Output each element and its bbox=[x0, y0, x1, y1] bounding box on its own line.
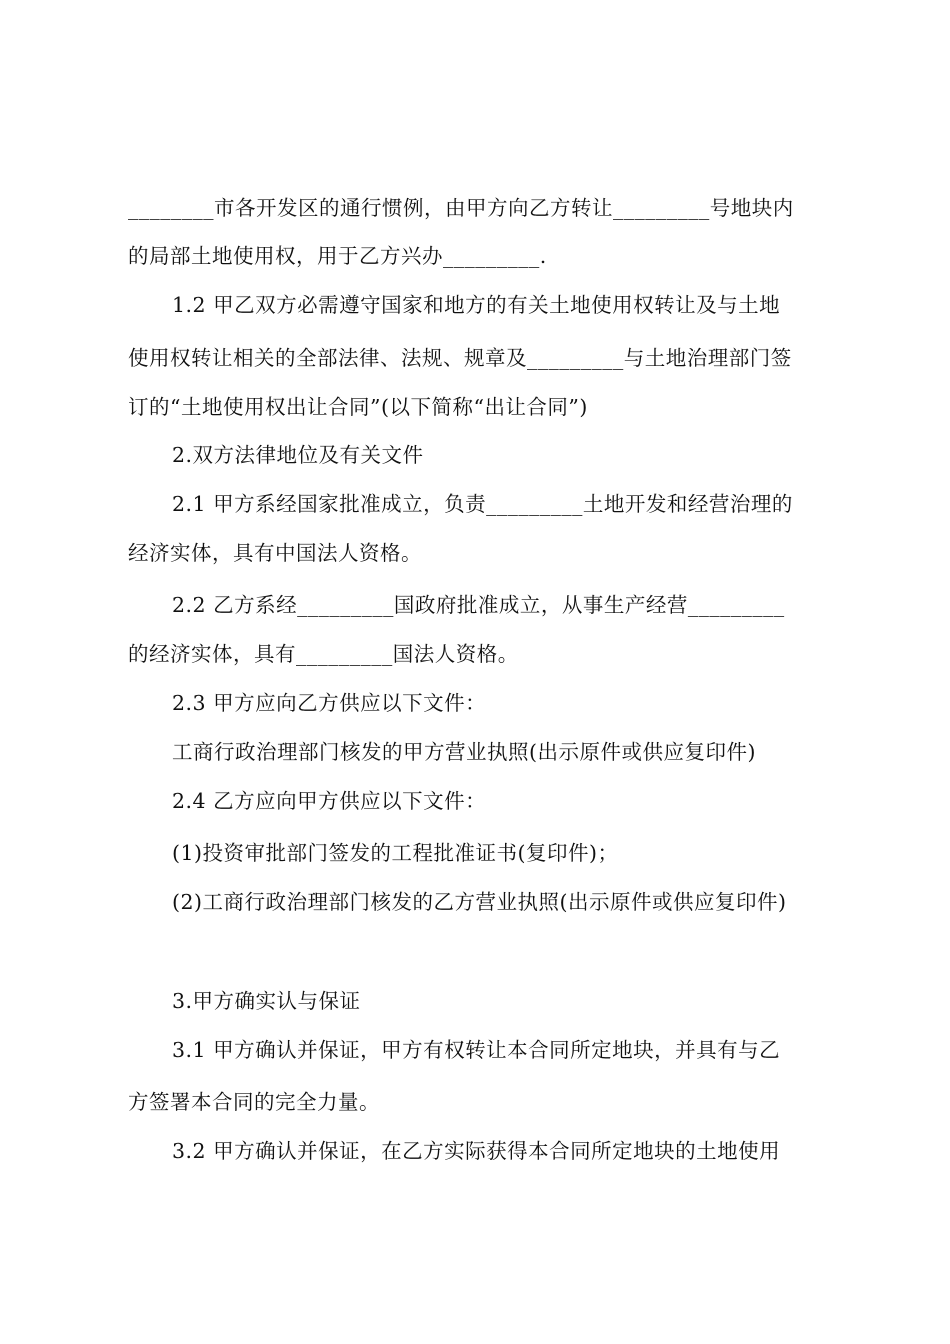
section-heading-3: 3.甲方确实认与保证 bbox=[172, 989, 361, 1013]
text-line-17: 3.1 甲方确认并保证，甲方有权转让本合同所定地块，并具有与乙 bbox=[172, 1038, 781, 1062]
text-line-10: 的经济实体，具有_________国法人资格。 bbox=[128, 642, 519, 666]
text-line-2: 的局部土地使用权，用于乙方兴办_________. bbox=[128, 244, 547, 268]
text-line-7: 2.1 甲方系经国家批准成立，负责_________土地开发和经营治理的 bbox=[172, 492, 793, 516]
text-line-19: 3.2 甲方确认并保证，在乙方实际获得本合同所定地块的土地使用 bbox=[172, 1139, 781, 1163]
text-line-5: 订的“土地使用权出让合同”(以下简称“出让合同”) bbox=[128, 395, 588, 419]
section-heading-2: 2.双方法律地位及有关文件 bbox=[172, 443, 424, 467]
text-line-13: 2.4 乙方应向甲方供应以下文件： bbox=[172, 789, 487, 813]
text-line-11: 2.3 甲方应向乙方供应以下文件： bbox=[172, 691, 487, 715]
text-line-14: (1)投资审批部门签发的工程批准证书(复印件)； bbox=[172, 841, 619, 865]
text-line-4: 使用权转让相关的全部法律、法规、规章及_________与土地治理部门签 bbox=[128, 346, 792, 370]
text-line-15: (2)工商行政治理部门核发的乙方营业执照(出示原件或供应复印件) bbox=[172, 890, 787, 914]
text-line-12: 工商行政治理部门核发的甲方营业执照(出示原件或供应复印件) bbox=[172, 740, 756, 764]
text-line-8: 经济实体，具有中国法人资格。 bbox=[128, 541, 422, 565]
text-line-9: 2.2 乙方系经_________国政府批准成立，从事生产经营_________ bbox=[172, 593, 785, 617]
text-line-3: 1.2 甲乙双方必需遵守国家和地方的有关土地使用权转让及与土地 bbox=[172, 293, 781, 317]
text-line-18: 方签署本合同的完全力量。 bbox=[128, 1090, 380, 1114]
text-line-1: ________市各开发区的通行惯例，由甲方向乙方转让_________号地块内 bbox=[128, 196, 794, 220]
